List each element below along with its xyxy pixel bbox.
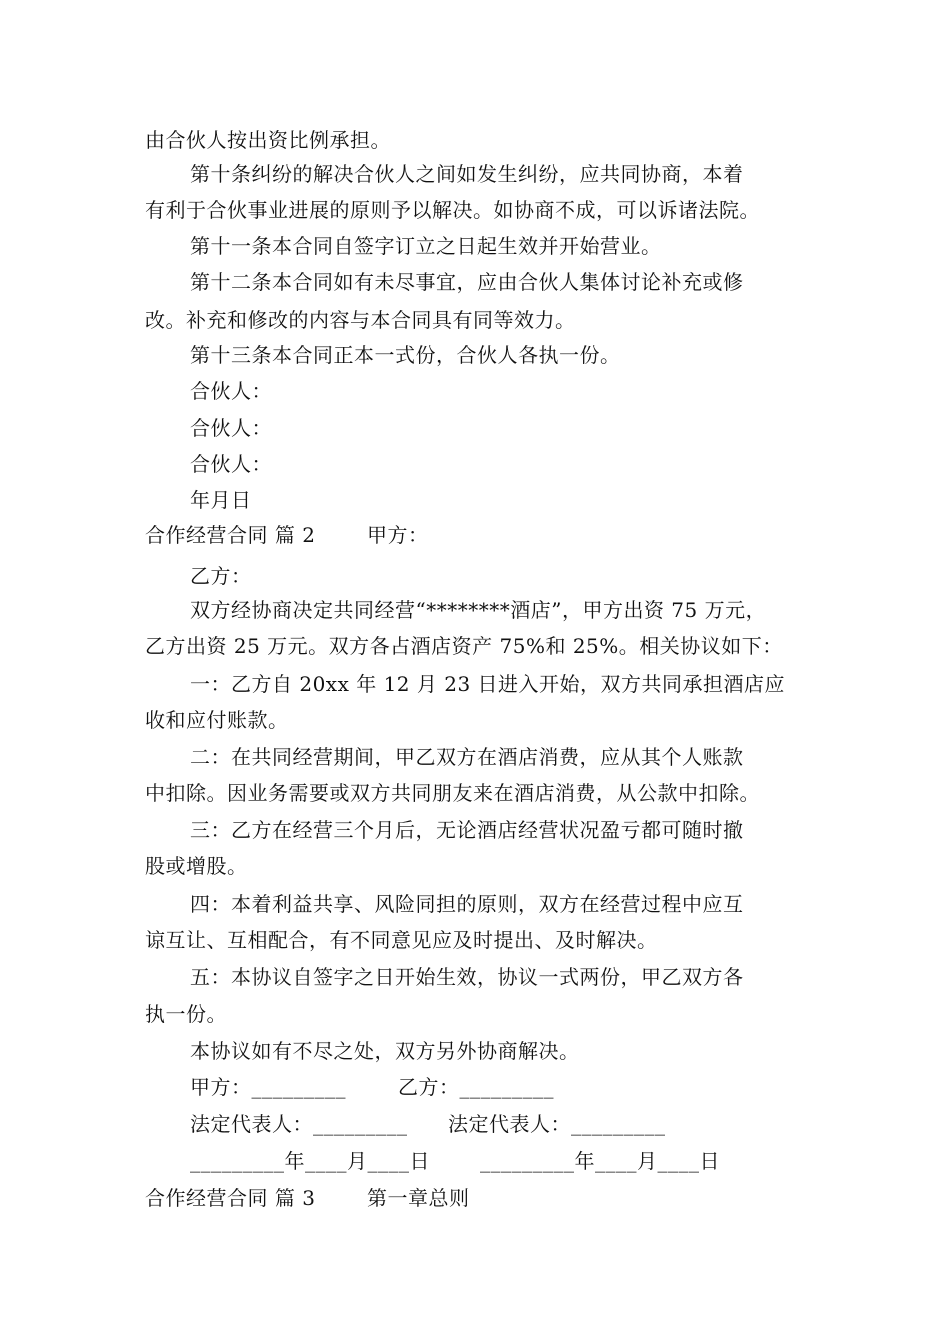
legal-rep-a: 法定代表人：_________	[190, 1112, 408, 1136]
text-line: 第十二条本合同如有未尽事宜，应由合伙人集体讨论补充或修	[190, 270, 744, 294]
text-line: 五：本协议自签字之日开始生效，协议一式两份，甲乙双方各	[190, 965, 744, 989]
text-line: 合伙人：	[190, 416, 272, 440]
text-line: 年月日	[190, 488, 252, 512]
section-heading: 合作经营合同 篇 3	[145, 1186, 316, 1210]
text-line: 改。补充和修改的内容与本合同具有同等效力。	[145, 308, 576, 332]
text-line: 有利于合伙事业进展的原则予以解决。如协商不成，可以诉诸法院。	[145, 198, 760, 222]
date-a: _________年____月____日	[190, 1149, 430, 1173]
text-line: 三：乙方在经营三个月后，无论酒店经营状况盈亏都可随时撤	[190, 818, 744, 842]
text-line: 一：乙方自 20xx 年 12 月 23 日进入开始，双方共同承担酒店应	[190, 672, 786, 696]
text-line: 合伙人：	[190, 452, 272, 476]
text-line: 第十一条本合同自签字订立之日起生效并开始营业。	[190, 234, 662, 258]
text-line: 中扣除。因业务需要或双方共同朋友来在酒店消费，从公款中扣除。	[145, 781, 760, 805]
text-line: 乙方出资 25 万元。双方各占酒店资产 75%和 25%。相关协议如下：	[145, 634, 783, 658]
text-line: 四：本着利益共享、风险同担的原则，双方在经营过程中应互	[190, 892, 744, 916]
text-line: 合伙人：	[190, 379, 272, 403]
text-line: 乙方：	[190, 564, 252, 588]
text-line: 谅互让、互相配合，有不同意见应及时提出、及时解决。	[145, 928, 658, 952]
legal-rep-b: 法定代表人：_________	[448, 1112, 666, 1136]
text-line: 双方经协商决定共同经营“********酒店”，甲方出资 75 万元，	[190, 598, 767, 622]
text-line: 二：在共同经营期间，甲乙双方在酒店消费，应从其个人账款	[190, 745, 744, 769]
section-heading: 合作经营合同 篇 2	[145, 523, 316, 547]
text-line: 第十三条本合同正本一式份，合伙人各执一份。	[190, 343, 621, 367]
text-line: 执一份。	[145, 1002, 227, 1026]
text-line: 甲方：	[367, 523, 429, 547]
date-b: _________年____月____日	[480, 1149, 720, 1173]
signature-party-b: 乙方：_________	[398, 1075, 554, 1099]
chapter-title: 第一章总则	[367, 1186, 470, 1210]
text-line: 由合伙人按出资比例承担。	[145, 128, 391, 152]
text-line: 第十条纠纷的解决合伙人之间如发生纠纷，应共同协商，本着	[190, 162, 744, 186]
text-line: 收和应付账款。	[145, 708, 289, 732]
signature-party-a: 甲方：_________	[190, 1075, 346, 1099]
text-line: 股或增股。	[145, 854, 248, 878]
text-line: 本协议如有不尽之处，双方另外协商解决。	[190, 1039, 580, 1063]
